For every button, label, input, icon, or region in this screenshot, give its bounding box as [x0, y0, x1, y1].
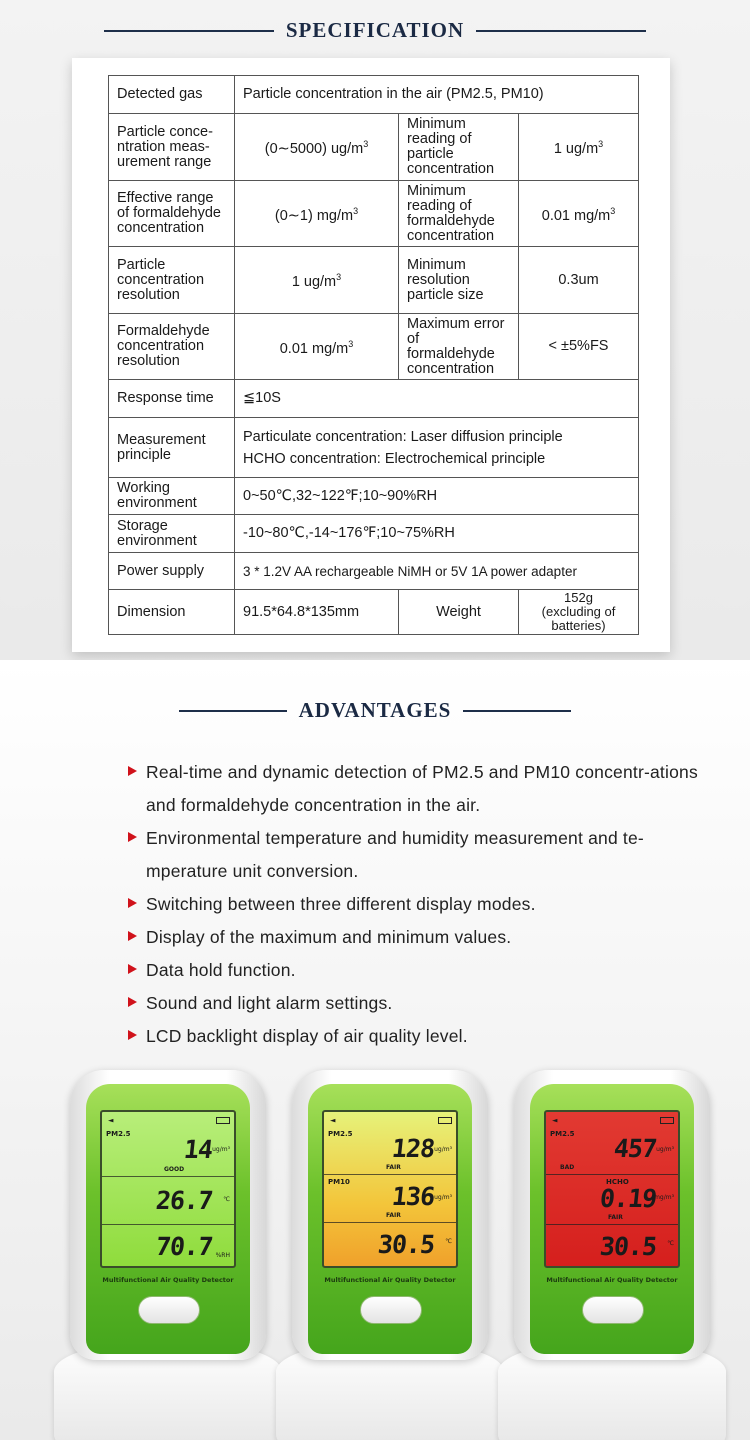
cell-label: Particle concentration resolution	[109, 247, 235, 314]
lcd-screen	[322, 1110, 458, 1268]
lcd-divider	[546, 1224, 678, 1225]
cell-value: 3 * 1.2V AA rechargeable NiMH or 5V 1A power adapter	[235, 553, 639, 590]
bullet-triangle-icon	[128, 931, 137, 941]
lcd-divider	[546, 1174, 678, 1175]
cell-label: Response time	[109, 380, 235, 418]
cell-value: 91.5*64.8*135mm	[235, 590, 399, 635]
cell-label: Storage environment	[109, 515, 235, 553]
reading-value: 136	[390, 1182, 436, 1211]
bullet-triangle-icon	[128, 766, 137, 776]
advantages-list	[128, 756, 708, 1053]
speaker-icon: ◄	[108, 1116, 114, 1126]
specification-table	[108, 75, 639, 635]
table-row	[109, 114, 639, 181]
cell-label: Minimum reading of formaldehyde concentration	[399, 181, 519, 247]
reading-label: PM2.5	[106, 1130, 131, 1138]
cell-value: 0.3um	[519, 247, 639, 314]
reading-unit: mg/m³	[654, 1194, 674, 1201]
list-item: Switching between three different display modes.	[128, 888, 708, 921]
cell-value	[235, 418, 639, 478]
principle-line: HCHO concentration: Electrochemical principle	[243, 450, 546, 467]
list-item: LCD backlight display of air quality level.	[128, 1020, 708, 1053]
advantages-header	[0, 698, 750, 723]
brand-label: Multifunctional Air Quality Detector	[546, 1276, 678, 1284]
cell-label: Effective range of formaldehyde concentration	[109, 181, 235, 247]
table-row	[109, 418, 639, 478]
power-button[interactable]	[138, 1296, 200, 1324]
power-button[interactable]	[582, 1296, 644, 1324]
device-face	[86, 1084, 250, 1354]
reading-label: PM2.5	[328, 1130, 353, 1138]
list-item: Environmental temperature and humidity measurement and te-mperature unit conversion.	[128, 822, 708, 888]
table-row	[109, 247, 639, 314]
cell-value: 0.01 $mg/m^3$	[519, 181, 639, 247]
status-label: GOOD	[164, 1166, 185, 1173]
reading-label: HCHO	[606, 1178, 629, 1186]
reading-value: 128	[390, 1134, 436, 1163]
specification-header	[0, 18, 750, 43]
table-row	[109, 590, 639, 635]
bullet-triangle-icon	[128, 832, 137, 842]
device-green	[70, 1070, 266, 1440]
device-face	[308, 1084, 472, 1354]
list-item: Real-time and dynamic detection of PM2.5 and PM10 concentr-ations and formaldehyde concentration in the air.	[128, 756, 708, 822]
reading-unit: ug/m³	[434, 1146, 452, 1153]
divider-right	[476, 30, 646, 32]
reading-value: 457	[612, 1134, 658, 1163]
cell-value: 1 $ug/m^3$	[519, 114, 639, 181]
reading-value: 0.19	[598, 1184, 658, 1213]
specification-title: SPECIFICATION	[285, 18, 465, 42]
cell-value: < ±5%FS	[519, 314, 639, 380]
bullet-triangle-icon	[128, 997, 137, 1007]
reading-unit: ℃	[445, 1238, 452, 1245]
cell-value: ≦10S	[235, 380, 639, 418]
cell-label: Detected gas	[109, 76, 235, 114]
table-row	[109, 76, 639, 114]
cell-value: 0.01 $mg/m^3$	[235, 314, 399, 380]
list-item: Data hold function.	[128, 954, 708, 987]
speaker-icon: ◄	[330, 1116, 336, 1126]
device-shell	[292, 1070, 488, 1360]
cell-value: (0∼5000) $ug/m^3$	[235, 114, 399, 181]
reading-label: PM10	[328, 1178, 350, 1186]
cell-label: Minimum reading of particle concentration	[399, 114, 519, 181]
lcd-divider	[324, 1174, 456, 1175]
status-label: FAIR	[608, 1214, 623, 1221]
specification-card	[72, 58, 670, 652]
reading-value: 30.5	[376, 1230, 436, 1259]
battery-icon	[216, 1117, 230, 1124]
cell-value: 152g (excluding of batteries)	[519, 590, 639, 635]
device-shell	[514, 1070, 710, 1360]
lcd-screen	[544, 1110, 680, 1268]
principle-line: Particulate concentration: Laser diffusion principle	[243, 428, 563, 445]
reading-unit: ug/m³	[212, 1146, 230, 1153]
cell-label: Formaldehyde concentration resolution	[109, 314, 235, 380]
reading-value: 26.7	[154, 1186, 214, 1215]
cell-label: Working environment	[109, 478, 235, 515]
power-button[interactable]	[360, 1296, 422, 1324]
reading-value: 30.5	[598, 1232, 658, 1261]
advantages-title: ADVANTAGES	[298, 698, 452, 722]
cell-value: 0~50℃,32~122℉;10~90%RH	[235, 478, 639, 515]
cell-label: Measurement principle	[109, 418, 235, 478]
lcd-divider	[102, 1224, 234, 1225]
divider-left	[179, 710, 287, 712]
speaker-icon: ◄	[552, 1116, 558, 1126]
status-label: BAD	[560, 1164, 575, 1171]
reading-unit: ug/m³	[656, 1146, 674, 1153]
reading-value: 14	[182, 1135, 214, 1164]
bullet-triangle-icon	[128, 1030, 137, 1040]
divider-left	[104, 30, 274, 32]
cell-label: Particle conce-ntration meas-urement range	[109, 114, 235, 181]
battery-icon	[438, 1117, 452, 1124]
reading-unit: ℃	[223, 1196, 230, 1203]
bullet-triangle-icon	[128, 964, 137, 974]
table-row	[109, 478, 639, 515]
lcd-screen	[100, 1110, 236, 1268]
cell-label: Maximum error of formaldehyde concentration	[399, 314, 519, 380]
lcd-divider	[102, 1176, 234, 1177]
cell-label: Minimum resolution particle size	[399, 247, 519, 314]
table-row	[109, 181, 639, 247]
table-row	[109, 553, 639, 590]
cell-value: -10~80℃,-14~176℉;10~75%RH	[235, 515, 639, 553]
device-yellow	[292, 1070, 488, 1440]
table-row	[109, 314, 639, 380]
brand-label: Multifunctional Air Quality Detector	[324, 1276, 456, 1284]
cell-label: Power supply	[109, 553, 235, 590]
cell-label: Dimension	[109, 590, 235, 635]
brand-label: Multifunctional Air Quality Detector	[102, 1276, 234, 1284]
cell-value: Particle concentration in the air (PM2.5, PM10)	[235, 76, 639, 114]
cell-value: 1 $ug/m^3$	[235, 247, 399, 314]
list-item: Display of the maximum and minimum values.	[128, 921, 708, 954]
cell-label: Weight	[399, 590, 519, 635]
device-red	[514, 1070, 710, 1440]
status-label: FAIR	[386, 1164, 401, 1171]
battery-icon	[660, 1117, 674, 1124]
reading-value: 70.7	[154, 1232, 214, 1261]
status-label: FAIR	[386, 1212, 401, 1219]
list-item: Sound and light alarm settings.	[128, 987, 708, 1020]
divider-right	[463, 710, 571, 712]
device-shell	[70, 1070, 266, 1360]
table-row	[109, 380, 639, 418]
reading-unit: ℃	[667, 1240, 674, 1247]
bullet-triangle-icon	[128, 898, 137, 908]
reading-unit: ug/m³	[434, 1194, 452, 1201]
device-face	[530, 1084, 694, 1354]
reading-label: PM2.5	[550, 1130, 575, 1138]
reading-unit: %RH	[215, 1252, 230, 1259]
cell-value: (0∼1) $mg/m^3$	[235, 181, 399, 247]
lcd-divider	[324, 1222, 456, 1223]
table-row	[109, 515, 639, 553]
